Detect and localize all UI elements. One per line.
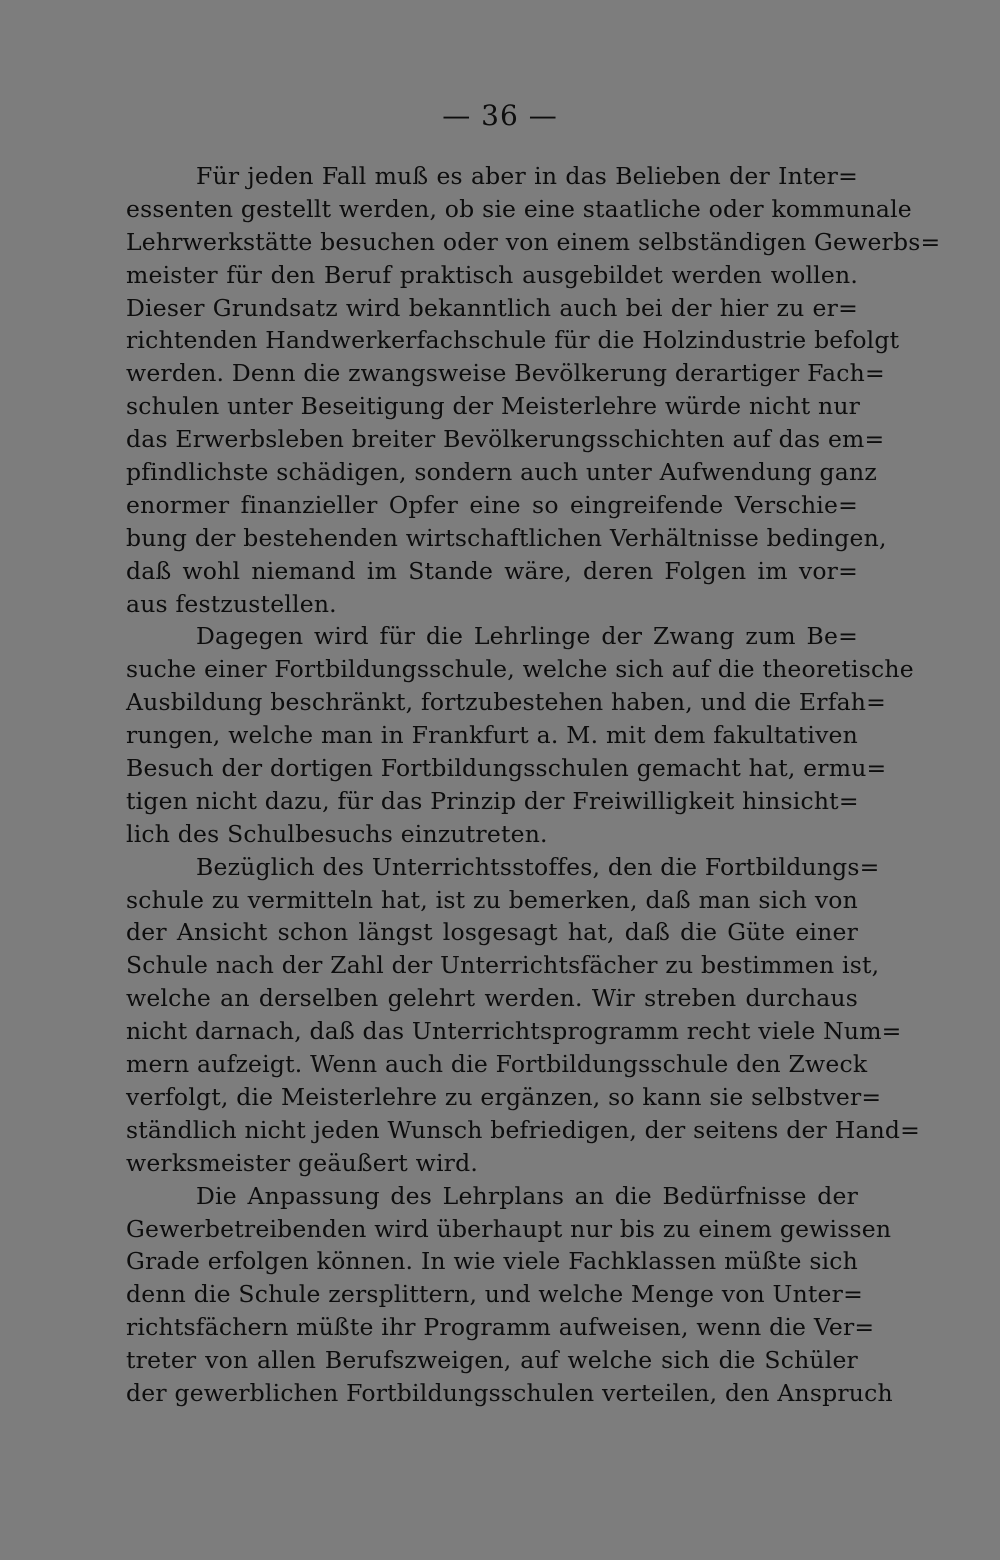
- text-line: nicht darnach, daß das Unterrichtsprogramm recht viele Num=: [126, 1017, 902, 1046]
- text-line: daß wohl niemand im Stande wäre, deren Folgen im vor=: [126, 556, 858, 585]
- text-line: bung der bestehenden wirtschaftlichen Verhältnisse bedingen,: [126, 523, 887, 552]
- text-line: verfolgt, die Meisterlehre zu ergänzen, so kann sie selbstver=: [126, 1082, 882, 1111]
- text-line: Grade erfolgen können. In wie viele Fachklassen müßte sich: [126, 1247, 858, 1276]
- text-line: schulen unter Beseitigung der Meisterlehre würde nicht nur: [126, 392, 861, 421]
- text-line: richtsfächern müßte ihr Programm aufweisen, wenn die Ver=: [126, 1313, 875, 1342]
- text-line: werden. Denn die zwangsweise Bevölkerung derartiger Fach=: [126, 359, 885, 388]
- text-line: Dagegen wird für die Lehrlinge der Zwang zum Be=: [196, 622, 858, 651]
- text-line: Lehrwerkstätte besuchen oder von einem selbständigen Gewerbs=: [126, 227, 941, 256]
- text-line: Ausbildung beschränkt, fortzubestehen haben, und die Erfah=: [126, 688, 887, 717]
- text-line: werksmeister geäußert wird.: [126, 1148, 479, 1177]
- text-line: der Ansicht schon längst losgesagt hat, daß die Güte einer: [126, 918, 858, 947]
- text-line: Besuch der dortigen Fortbildungsschulen gemacht hat, ermu=: [126, 754, 887, 783]
- text-line: suche einer Fortbildungsschule, welche sich auf die theoretische: [126, 655, 914, 684]
- text-line: rungen, welche man in Frankfurt a. M. mit dem fakultativen: [126, 721, 858, 750]
- paragraph-3: [126, 851, 921, 1180]
- text-line: pfindlichste schädigen, sondern auch unter Aufwendung ganz: [126, 458, 877, 487]
- text-line: tigen nicht dazu, für das Prinzip der Freiwilligkeit hinsicht=: [126, 786, 859, 815]
- text-line: der gewerblichen Fortbildungsschulen verteilen, den Anspruch: [126, 1378, 893, 1407]
- text-line: Schule nach der Zahl der Unterrichtsfächer zu bestimmen ist,: [126, 951, 880, 980]
- text-line: Die Anpassung des Lehrplans an die Bedürfnisse der: [196, 1181, 858, 1210]
- text-line: mern aufzeigt. Wenn auch die Fortbildungsschule den Zweck: [126, 1050, 868, 1079]
- text-line: enormer finanzieller Opfer eine so eingreifende Verschie=: [126, 490, 858, 519]
- text-line: welche an derselben gelehrt werden. Wir streben durchaus: [126, 984, 858, 1013]
- paragraph-2: [126, 620, 914, 850]
- paragraph-1: [126, 160, 941, 620]
- text-line: ständlich nicht jeden Wunsch befriedigen, der seitens der Hand=: [126, 1115, 921, 1144]
- paragraph-4: [126, 1180, 893, 1410]
- text-line: Bezüglich des Unterrichtsstoffes, den die Fortbildungs=: [196, 852, 880, 881]
- text-line: Dieser Grundsatz wird bekanntlich auch bei der hier zu er=: [126, 293, 858, 322]
- text-line: lich des Schulbesuchs einzutreten.: [126, 819, 548, 848]
- text-line: Für jeden Fall muß es aber in das Belieben der Inter=: [196, 162, 858, 190]
- text-body: [126, 160, 941, 1410]
- text-line: denn die Schule zersplittern, und welche Menge von Unter=: [126, 1280, 863, 1309]
- text-line: richtenden Handwerkerfachschule für die Holzindustrie befolgt: [126, 326, 900, 355]
- text-line: meister für den Beruf praktisch ausgebildet werden wollen.: [126, 260, 858, 289]
- text-line: schule zu vermitteln hat, ist zu bemerken, daß man sich von: [126, 885, 858, 914]
- text-line: aus festzustellen.: [126, 589, 337, 618]
- text-line: treter von allen Berufszweigen, auf welche sich die Schüler: [126, 1346, 858, 1375]
- text-line: das Erwerbsleben breiter Bevölkerungsschichten auf das em=: [126, 425, 885, 454]
- page-number: — 36 —: [442, 99, 558, 132]
- text-line: Gewerbetreibenden wird überhaupt nur bis zu einem gewissen: [126, 1214, 892, 1243]
- text-line: essenten gestellt werden, ob sie eine staatliche oder kommunale: [126, 194, 912, 223]
